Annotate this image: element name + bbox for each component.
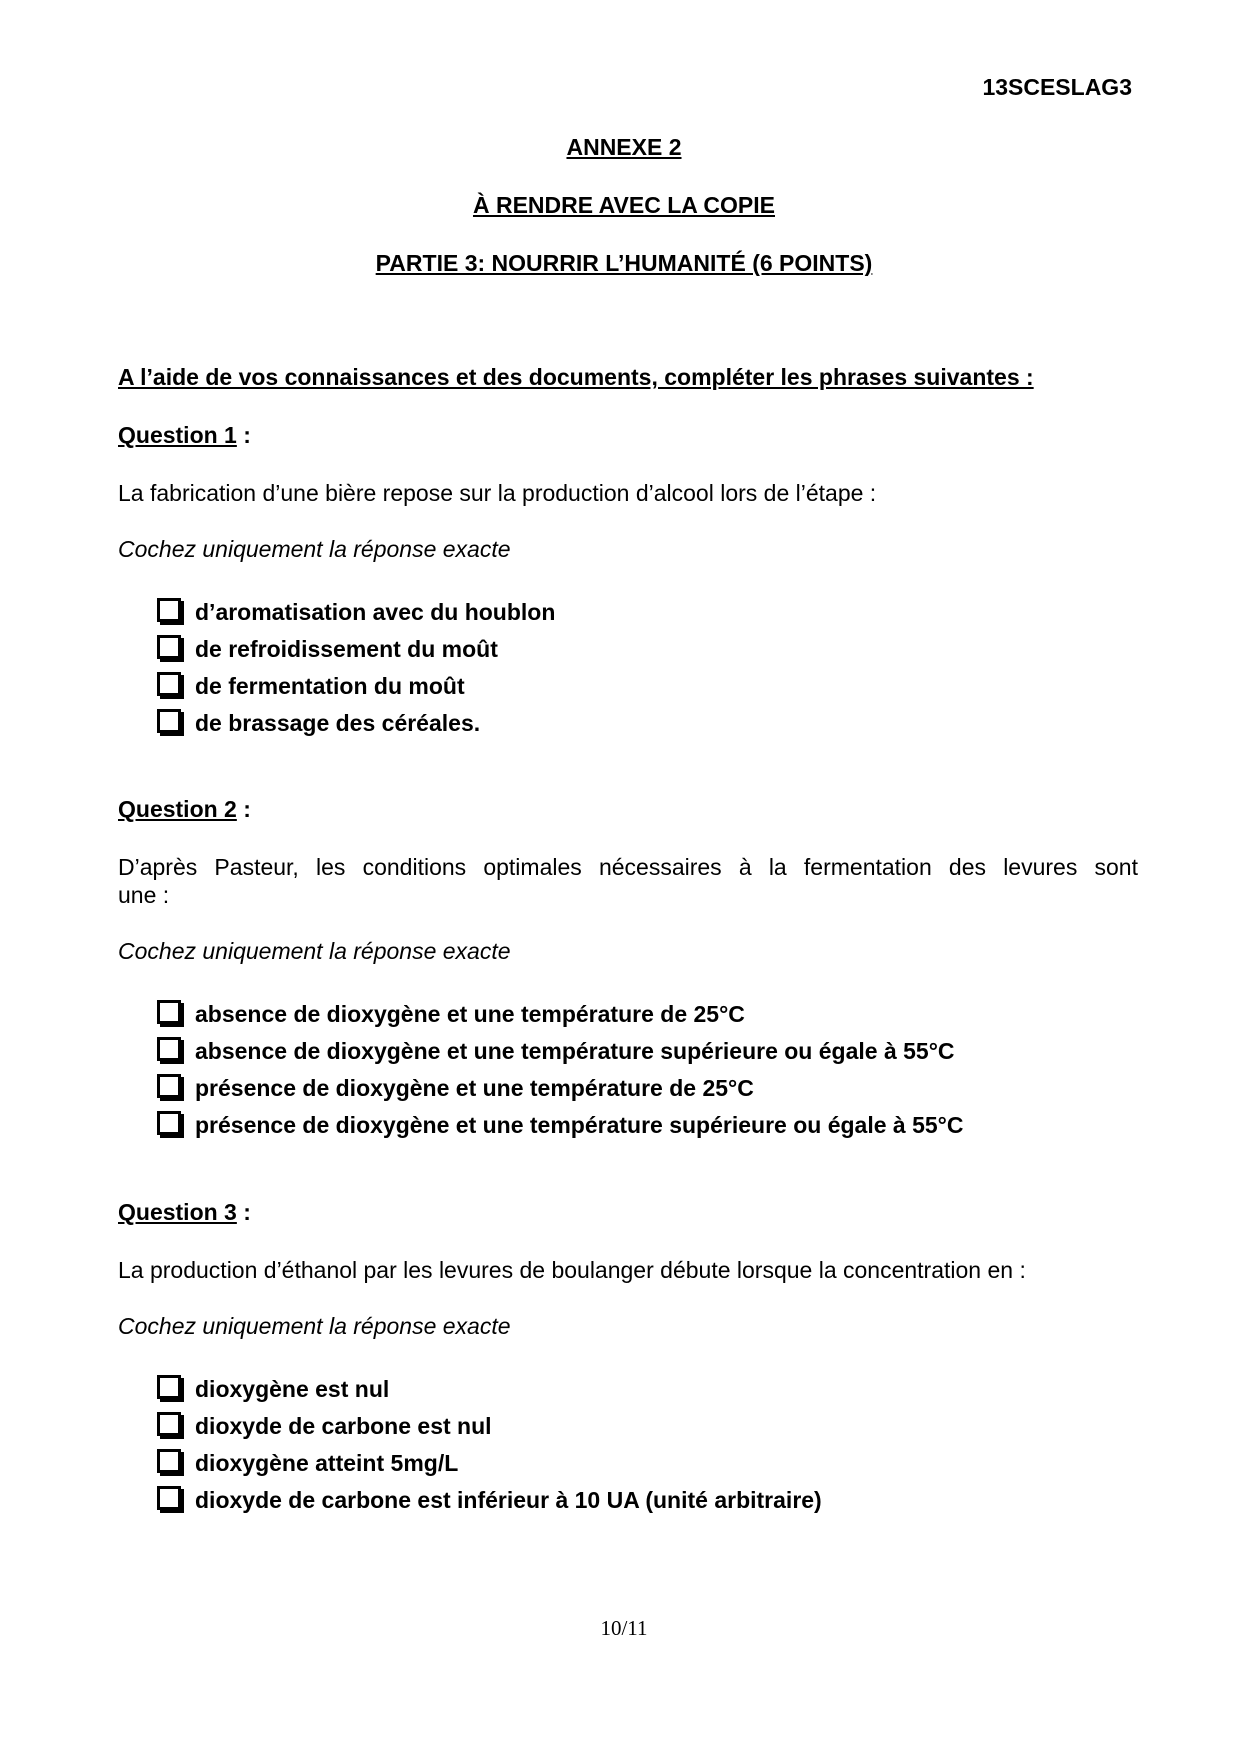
- question-2-title: Question 2 :: [118, 796, 251, 822]
- checkbox-icon[interactable]: [157, 1375, 181, 1399]
- answer-option[interactable]: [157, 705, 555, 742]
- question-1-instruction: Cochez uniquement la réponse exacte: [118, 536, 511, 562]
- answer-option[interactable]: [157, 594, 555, 631]
- option-label: dioxyde de carbone est nul: [195, 1413, 492, 1439]
- checkbox-icon[interactable]: [157, 1486, 181, 1510]
- question-1-title: Question 1 :: [118, 422, 251, 448]
- answer-option[interactable]: [157, 668, 555, 705]
- checkbox-icon[interactable]: [157, 1074, 181, 1098]
- part-title: PARTIE 3: NOURRIR L’HUMANITÉ (6 POINTS): [375, 250, 873, 276]
- option-label: absence de dioxygène et une température de 25°C: [195, 1001, 745, 1027]
- option-label: présence de dioxygène et une température supérieure ou égale à 55°C: [195, 1112, 964, 1138]
- answer-option[interactable]: [157, 1070, 963, 1107]
- option-label: de refroidissement du moût: [195, 636, 498, 662]
- checkbox-icon[interactable]: [157, 672, 181, 696]
- question-2-instruction: Cochez uniquement la réponse exacte: [118, 938, 511, 964]
- answer-option[interactable]: [157, 996, 963, 1033]
- answer-option[interactable]: [157, 1033, 963, 1070]
- option-label: de brassage des céréales.: [195, 710, 481, 736]
- checkbox-icon[interactable]: [157, 598, 181, 622]
- checkbox-icon[interactable]: [157, 635, 181, 659]
- answer-option[interactable]: [157, 1445, 822, 1482]
- annex-title: ANNEXE 2: [566, 134, 682, 160]
- answer-option[interactable]: [157, 1482, 822, 1519]
- answer-option[interactable]: [157, 1371, 822, 1408]
- checkbox-icon[interactable]: [157, 1037, 181, 1061]
- question-2-text-line-1: D’après Pasteur, les conditions optimales nécessaires à la fermentation des levures sont: [118, 854, 1138, 880]
- option-label: présence de dioxygène et une température de 25°C: [195, 1075, 754, 1101]
- question-1-text: La fabrication d’une bière repose sur la production d’alcool lors de l’étape :: [118, 480, 877, 506]
- document-code: 13SCESLAG3: [982, 74, 1132, 100]
- page-number: 10/11: [600, 1616, 648, 1640]
- answer-option[interactable]: [157, 1107, 963, 1144]
- question-2-text-line-2: une :: [118, 882, 170, 908]
- option-label: dioxygène atteint 5mg/L: [195, 1450, 459, 1476]
- question-3-instruction: Cochez uniquement la réponse exacte: [118, 1313, 511, 1339]
- question-2-options: [157, 996, 963, 1144]
- option-label: d’aromatisation avec du houblon: [195, 599, 556, 625]
- checkbox-icon[interactable]: [157, 1000, 181, 1024]
- answer-option[interactable]: [157, 1408, 822, 1445]
- option-label: de fermentation du moût: [195, 673, 465, 699]
- question-3-title: Question 3 :: [118, 1199, 251, 1225]
- answer-option[interactable]: [157, 631, 555, 668]
- question-3-text: La production d’éthanol par les levures de boulanger débute lorsque la concentration en :: [118, 1257, 1026, 1283]
- option-label: absence de dioxygène et une température supérieure ou égale à 55°C: [195, 1038, 955, 1064]
- checkbox-icon[interactable]: [157, 1412, 181, 1436]
- option-label: dioxyde de carbone est inférieur à 10 UA (unité arbitraire): [195, 1487, 822, 1513]
- checkbox-icon[interactable]: [157, 709, 181, 733]
- option-label: dioxygène est nul: [195, 1376, 390, 1402]
- checkbox-icon[interactable]: [157, 1449, 181, 1473]
- question-1-options: [157, 594, 555, 742]
- return-instruction: À RENDRE AVEC LA COPIE: [472, 192, 775, 218]
- main-instruction: A l’aide de vos connaissances et des documents, compléter les phrases suivantes :: [118, 364, 1034, 390]
- question-3-options: [157, 1371, 822, 1519]
- checkbox-icon[interactable]: [157, 1111, 181, 1135]
